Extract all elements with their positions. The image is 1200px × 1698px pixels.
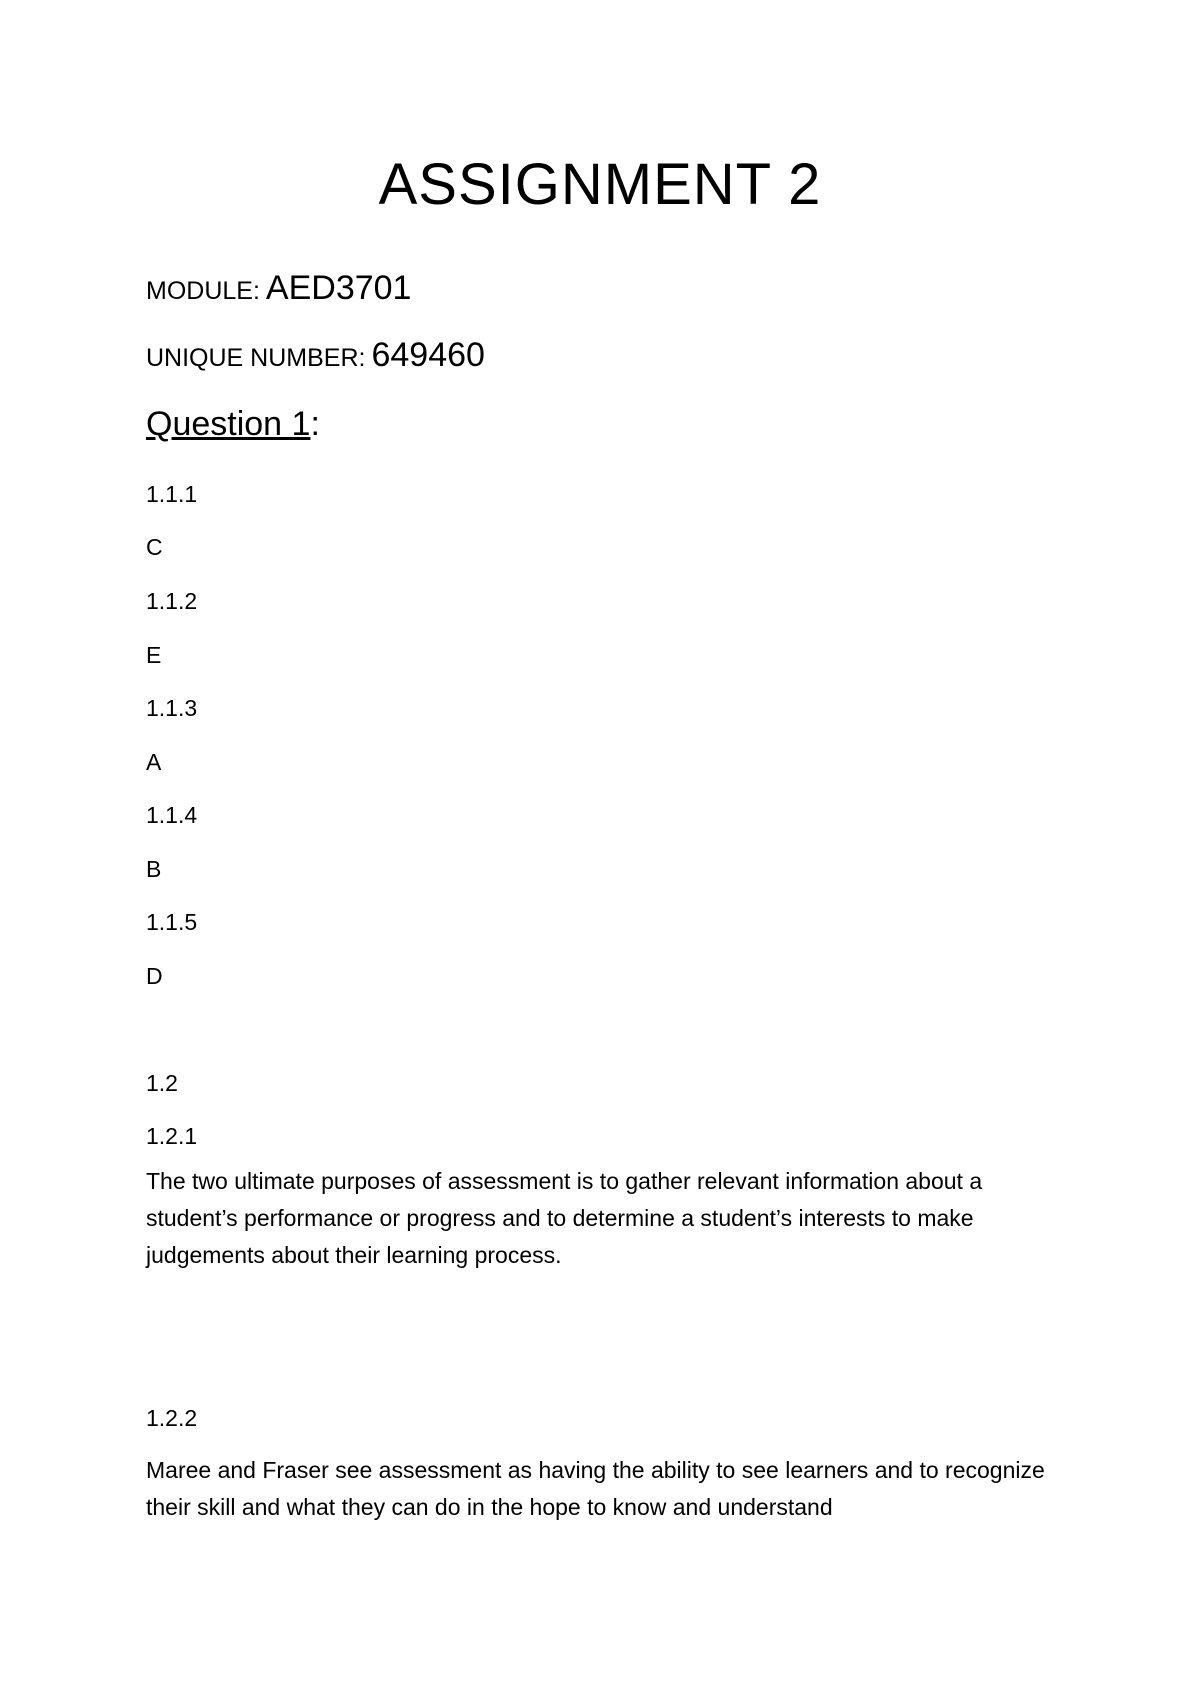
section-1-2-heading: 1.2 [146,1070,178,1096]
answer-letter: E [146,642,162,668]
answer-letter: C [146,534,163,560]
answer-number: 1.1.5 [146,909,198,935]
question-colon: : [310,405,320,443]
answer-letter: D [146,963,163,989]
paragraph-1-2-1: The two ultimate purposes of assessment is to gather relevant information about a student’s performance or progress and to determine a student’s interests to make judgements about their learning process. [146,1168,983,1268]
answer-letter: B [146,856,162,882]
section-1-2-2-heading: 1.2.2 [146,1405,198,1431]
question-label: Question 1 [146,405,311,443]
unique-number-label: UNIQUE NUMBER: [146,344,366,372]
unique-number-value: 649460 [371,336,485,374]
module-label: MODULE: [146,277,260,305]
module-value: AED3701 [265,269,412,307]
section-1-2-1-heading: 1.2.1 [146,1123,198,1149]
module-line [146,268,411,311]
answer-number: 1.1.3 [146,695,198,721]
page-title: ASSIGNMENT 2 [378,152,822,217]
question-heading [146,402,320,446]
answer-number: 1.1.1 [146,481,198,507]
answer-letter: A [146,749,162,775]
answer-number: 1.1.2 [146,588,198,614]
unique-number-line [146,335,485,378]
paragraph-1-2-2: Maree and Fraser see assessment as having the ability to see learners and to recognize their skill and what they can do in the hope to know and understand [146,1457,1045,1520]
answer-number: 1.1.4 [146,802,198,828]
